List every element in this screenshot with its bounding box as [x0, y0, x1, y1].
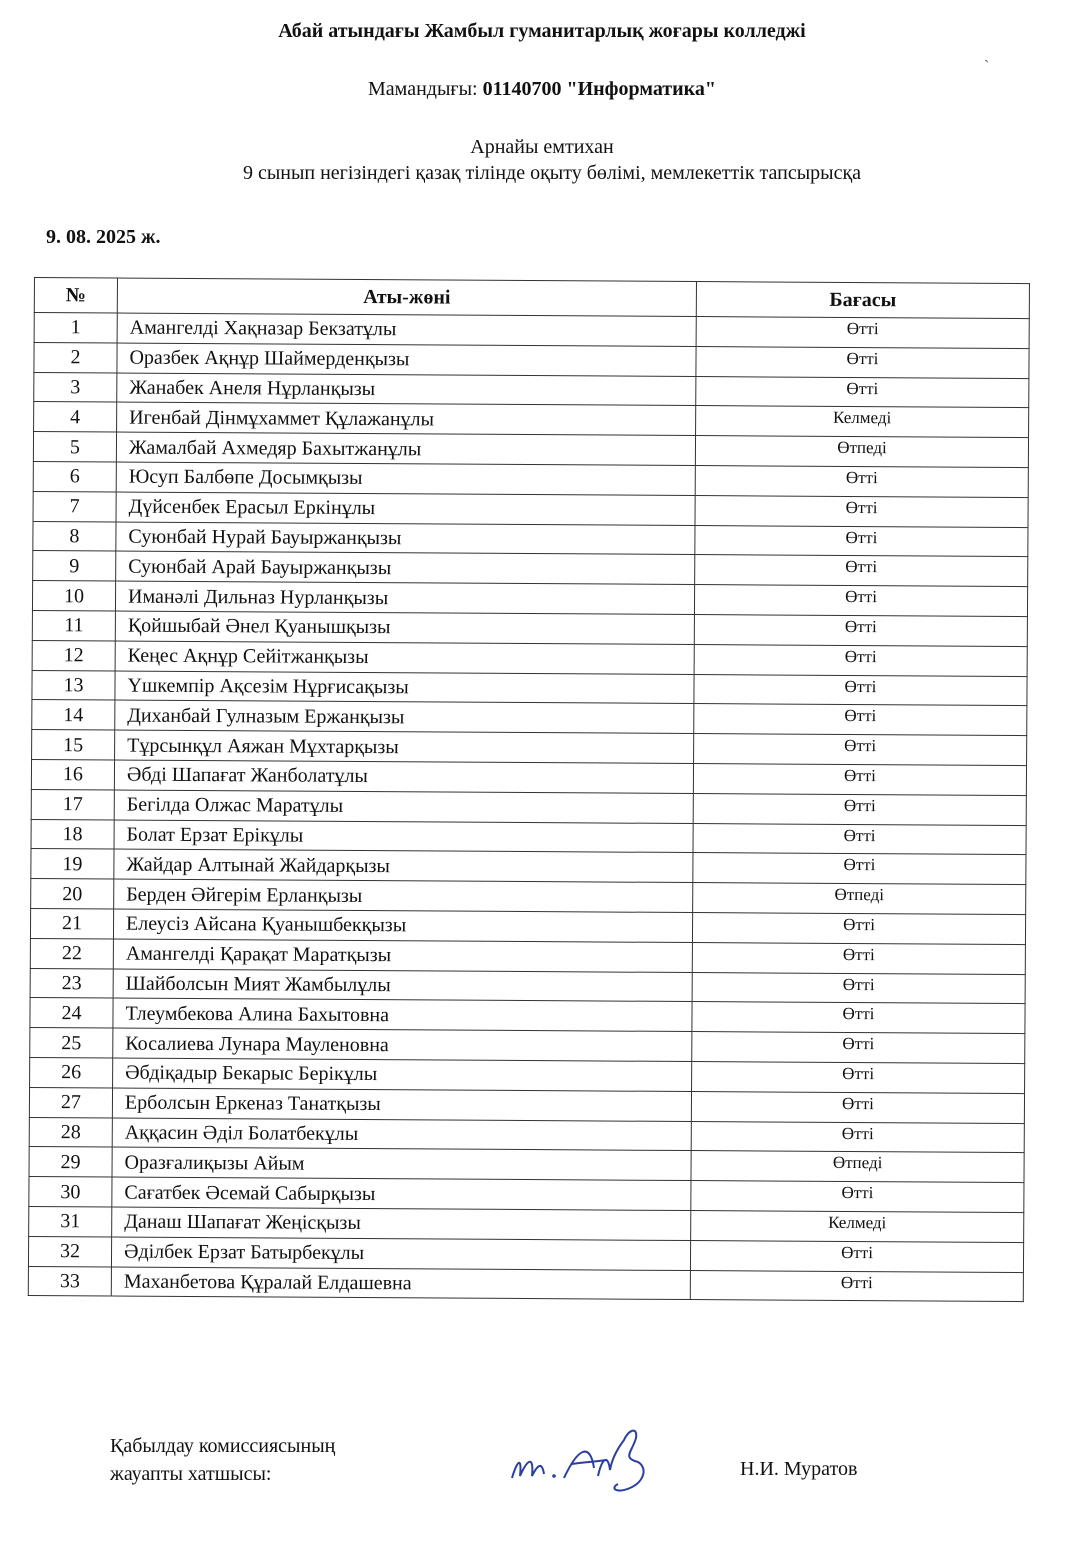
grade: Өтті [694, 585, 1027, 617]
student-name: Маханбетова Құралай Елдашевна [111, 1266, 690, 1299]
row-number: 10 [32, 581, 115, 611]
secretary-title [110, 1432, 335, 1488]
student-name: Оразғалиқызы Айым [112, 1147, 691, 1180]
grade: Өтті [692, 942, 1025, 974]
student-name: Шайболсын Мият Жамбылұлы [113, 969, 692, 1002]
row-number: 11 [32, 610, 115, 640]
specialty-line [0, 78, 1084, 101]
student-name: Әділбек Ерзат Батырбекұлы [111, 1237, 690, 1270]
grade: Өтті [695, 466, 1028, 498]
row-number: 27 [29, 1087, 112, 1117]
grade: Өтті [691, 1091, 1024, 1123]
student-name: Әбді Шапағат Жанболатұлы [114, 760, 693, 793]
student-name: Дүйсенбек Ерасыл Еркінұлы [116, 492, 695, 525]
grade: Өтті [695, 525, 1028, 557]
grade: Өтпеді [695, 436, 1028, 468]
student-name: Иманәлі Дильназ Нурланқызы [115, 581, 694, 614]
grade: Өтті [694, 734, 1027, 766]
student-name: Әбдіқадыр Бекарыс Берікұлы [113, 1058, 692, 1091]
grade: Өтті [692, 1061, 1025, 1093]
row-number: 32 [28, 1236, 111, 1266]
grade: Өтті [696, 317, 1029, 349]
grade: Өтті [692, 972, 1025, 1004]
student-name: Ерболсын Еркеназ Танатқызы [112, 1088, 691, 1121]
grade: Келмеді [696, 406, 1029, 438]
scan-mark: ` [984, 58, 990, 75]
row-number: 33 [28, 1266, 111, 1296]
secretary-name: Н.И. Муратов [740, 1458, 858, 1480]
row-number: 28 [29, 1117, 112, 1147]
results-table [28, 277, 1030, 1302]
grade: Өтті [692, 1032, 1025, 1064]
grade: Өтті [692, 912, 1025, 944]
grade: Өтпеді [691, 1151, 1024, 1183]
row-number: 4 [34, 402, 117, 432]
grade: Өтті [692, 1002, 1025, 1034]
column-header-grade: Бағасы [696, 282, 1029, 319]
student-name: Берден Әйгерім Ерланқызы [114, 879, 693, 912]
student-name: Елеусіз Айсана Қуанышбекқызы [113, 909, 692, 942]
student-name: Қойшыбай Әнел Қуанышқызы [115, 611, 694, 644]
secretary-title-line2: жауапты хатшысы: [110, 1463, 272, 1485]
specialty-label: Мамандығы: [368, 78, 478, 100]
table-body [28, 313, 1029, 1302]
student-name: Суюнбай Нурай Бауыржанқызы [116, 522, 695, 555]
grade: Өтті [694, 674, 1027, 706]
row-number: 6 [33, 461, 116, 491]
grade: Өтті [693, 793, 1026, 825]
row-number: 21 [30, 908, 113, 938]
row-number: 24 [30, 998, 113, 1028]
exam-title: Арнайы емтихан [470, 136, 614, 158]
row-number: 16 [31, 759, 114, 789]
exam-date: 9. 08. 2025 ж. [46, 226, 161, 248]
table-row [28, 1266, 1023, 1302]
student-name: Бегілда Олжас Маратұлы [114, 790, 693, 823]
student-name: Суюнбай Арай Бауыржанқызы [116, 551, 695, 584]
student-name: Сағатбек Әсемай Сабырқызы [112, 1177, 691, 1210]
row-number: 13 [32, 670, 115, 700]
row-number: 18 [31, 819, 114, 849]
student-name: Кеңес Ақнұр Сейітжанқызы [115, 641, 694, 674]
row-number: 31 [29, 1206, 112, 1236]
row-number: 22 [30, 938, 113, 968]
student-name: Оразбек Ақнұр Шаймерденқызы [117, 343, 696, 376]
student-name: Жайдар Алтынай Жайдарқызы [114, 849, 693, 882]
grade: Өтті [696, 376, 1029, 408]
row-number: 8 [33, 521, 116, 551]
student-name: Юсуп Балбөпе Досымқызы [116, 462, 695, 495]
grade: Өтті [694, 615, 1027, 647]
row-number: 23 [30, 968, 113, 998]
row-number: 19 [31, 849, 114, 879]
college-title: Абай атындағы Жамбыл гуманитарлық жоғары колледжі [278, 20, 806, 42]
row-number: 30 [29, 1177, 112, 1207]
student-name: Игенбай Дінмұхаммет Құлажанұлы [117, 402, 696, 435]
grade: Өтті [696, 346, 1029, 378]
row-number: 3 [34, 372, 117, 402]
row-number: 26 [30, 1057, 113, 1087]
student-name: Болат Ерзат Ерікұлы [114, 820, 693, 853]
student-name: Аққасин Әділ Болатбекұлы [112, 1118, 691, 1151]
row-number: 9 [33, 551, 116, 581]
student-name: Косалиева Лунара Мауленовна [113, 1028, 692, 1061]
row-number: 25 [30, 1028, 113, 1058]
student-name: Амангелді Қарақат Маратқызы [113, 939, 692, 972]
column-header-name: Аты-жөні [117, 278, 696, 317]
row-number: 5 [33, 432, 116, 462]
student-name: Данаш Шапағат Жеңісқызы [112, 1207, 691, 1240]
table-header-row [34, 278, 1029, 319]
grade: Өтті [695, 495, 1028, 527]
column-header-number: № [34, 278, 117, 314]
grade: Өтті [693, 763, 1026, 795]
department-line: 9 сынып негізіндегі қазақ тілінде оқыту бөлімі, мемлекеттік тапсырысқа [242, 162, 862, 184]
grade: Өтті [694, 704, 1027, 736]
grade: Өтті [691, 1181, 1024, 1213]
student-name: Диханбай Гулназым Ержанқызы [115, 700, 694, 733]
handwritten-signature [498, 1418, 678, 1508]
row-number: 29 [29, 1147, 112, 1177]
student-name: Тлеумбекова Алина Бахытовна [113, 998, 692, 1031]
grade: Өтпеді [693, 883, 1026, 915]
row-number: 15 [32, 730, 115, 760]
student-name: Жамалбай Ахмедяр Бахытжанұлы [116, 432, 695, 465]
specialty-value: 01140700 "Информатика" [482, 78, 716, 100]
student-name: Тұрсынқұл Аяжан Мұхтарқызы [115, 730, 694, 763]
row-number: 2 [34, 342, 117, 372]
student-name: Жанабек Анеля Нұрланқызы [117, 373, 696, 406]
row-number: 1 [34, 313, 117, 343]
secretary-title-line1: Қабылдау комиссиясының [110, 1435, 336, 1457]
grade: Өтті [690, 1270, 1023, 1302]
grade: Келмеді [691, 1210, 1024, 1242]
student-name: Үшкемпір Ақсезім Нұрғисақызы [115, 671, 694, 704]
row-number: 7 [33, 491, 116, 521]
grade: Өтті [691, 1121, 1024, 1153]
row-number: 20 [31, 879, 114, 909]
row-number: 12 [32, 640, 115, 670]
grade: Өтті [694, 644, 1027, 676]
grade: Өтті [695, 555, 1028, 587]
row-number: 17 [31, 789, 114, 819]
grade: Өтті [690, 1240, 1023, 1272]
row-number: 14 [32, 700, 115, 730]
grade: Өтті [693, 823, 1026, 855]
student-name: Амангелді Хақназар Бекзатұлы [117, 313, 696, 346]
grade: Өтті [693, 853, 1026, 885]
